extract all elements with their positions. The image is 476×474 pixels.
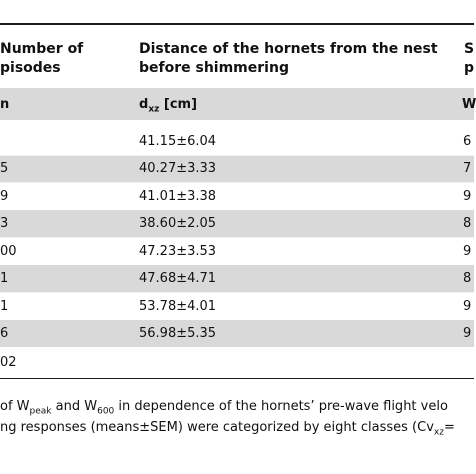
header-col-b-line2: before shimmering <box>139 60 289 76</box>
caption-1b: and W <box>51 399 98 414</box>
row-2-col-a: 5 <box>0 161 9 176</box>
table-top-rule <box>0 23 474 25</box>
row-separator <box>0 292 474 293</box>
caption-1-sub1: peak <box>29 406 52 417</box>
header-col-a-line1: Number of <box>0 41 84 57</box>
row-2-col-c: 7 <box>463 161 472 176</box>
header-col-a-line2: pisodes <box>0 60 61 76</box>
row-2-col-b: 40.27±3.33 <box>139 161 217 176</box>
subheader-col-b-sub: xz <box>148 104 160 115</box>
row-8-col-b: 56.98±5.35 <box>139 326 217 341</box>
header-col-b-line1: Distance of the hornets from the nest <box>139 41 438 57</box>
caption-2b: = <box>443 420 455 435</box>
row-band-6 <box>0 265 474 292</box>
subheader-col-b-unit: [cm] <box>159 97 198 112</box>
row-4-col-a: 3 <box>0 216 9 231</box>
header-col-c-line1: S <box>464 41 475 57</box>
row-1-col-c: 6 <box>463 134 472 149</box>
row-separator <box>0 155 474 156</box>
row-8-col-a: 6 <box>0 326 9 341</box>
row-separator <box>0 237 474 238</box>
table-bottom-rule <box>0 378 474 379</box>
row-5-col-c: 9 <box>463 244 472 259</box>
caption-2a: ng responses (means±SEM) were categorized by eight classes (Cv <box>0 420 434 435</box>
row-3-col-c: 9 <box>463 189 472 204</box>
header-col-c-line2: p <box>464 60 475 76</box>
row-3-col-b: 41.01±3.38 <box>139 189 217 204</box>
row-4-col-c: 8 <box>463 216 472 231</box>
row-7-col-c: 9 <box>463 299 472 314</box>
row-4-col-b: 38.60±2.05 <box>139 216 217 231</box>
row-6-col-c: 8 <box>463 271 472 286</box>
caption-1a: of W <box>0 399 30 414</box>
row-6-col-a: 1 <box>0 271 9 286</box>
row-7-col-b: 53.78±4.01 <box>139 299 217 314</box>
subheader-band <box>0 88 474 120</box>
subheader-col-c: W <box>462 97 476 112</box>
row-1-col-b: 41.15±6.04 <box>139 134 217 149</box>
caption-2-sub: xz <box>433 427 444 438</box>
total-row-col-a: 02 <box>0 355 17 370</box>
row-6-col-b: 47.68±4.71 <box>139 271 217 286</box>
row-band-8 <box>0 320 474 347</box>
row-3-col-a: 9 <box>0 189 9 204</box>
caption-1c: in dependence of the hornets’ pre-wave flight velo <box>114 399 448 414</box>
caption-line-2 <box>0 418 455 443</box>
row-5-col-b: 47.23±3.53 <box>139 244 217 259</box>
row-band-4 <box>0 210 474 237</box>
row-7-col-a: 1 <box>0 299 9 314</box>
subheader-col-a: n <box>0 97 10 112</box>
subheader-col-b <box>139 96 197 119</box>
row-5-col-a: 00 <box>0 244 17 259</box>
row-8-col-c: 9 <box>463 326 472 341</box>
caption-1-sub2: 600 <box>97 406 115 417</box>
subheader-col-b-main: d <box>139 97 149 112</box>
row-band-2 <box>0 155 474 182</box>
row-separator <box>0 182 474 183</box>
